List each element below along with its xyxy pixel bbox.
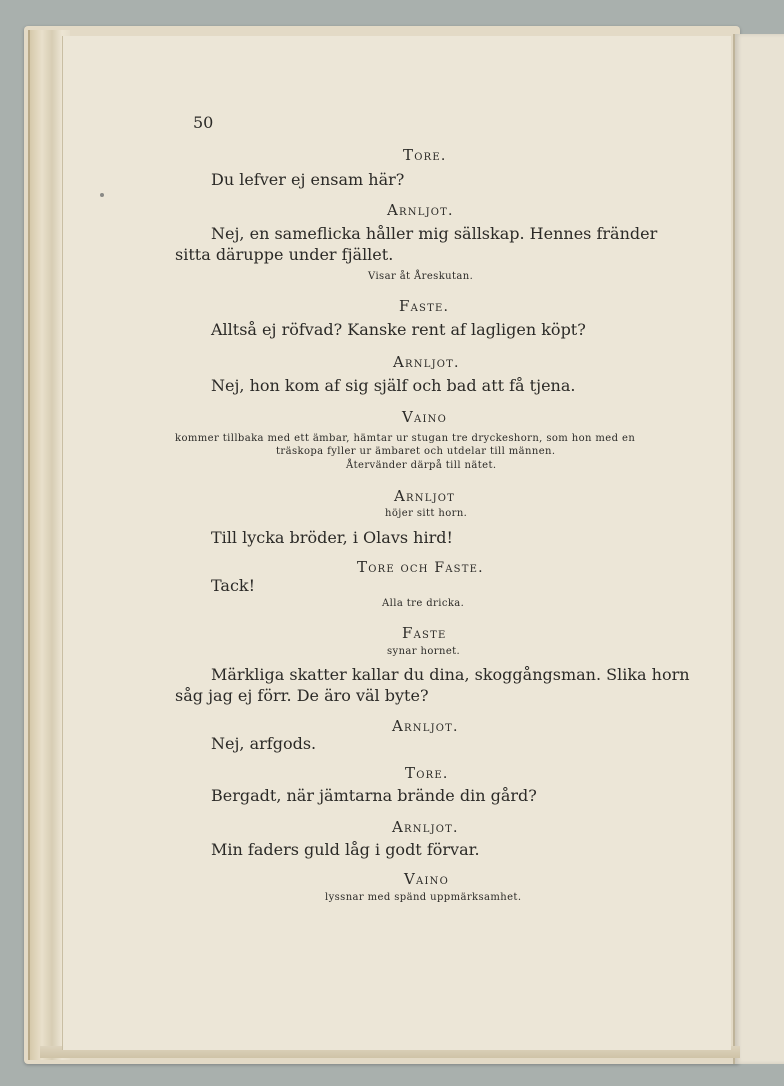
stage-direction: Återvänder därpå till nätet. bbox=[346, 460, 497, 471]
dialogue-line: Nej, hon kom af sig själf och bad att få tjena. bbox=[211, 376, 576, 395]
dialogue-line: såg jag ej förr. De äro väl byte? bbox=[175, 686, 429, 705]
stage-direction: Visar åt Åreskutan. bbox=[368, 271, 474, 282]
speaker-vaino: Vaino bbox=[404, 870, 449, 888]
dialogue-line: Du lefver ej ensam här? bbox=[211, 170, 405, 189]
dialogue-line: Tack! bbox=[211, 576, 256, 595]
dialogue-line: Nej, en sameflicka håller mig sällskap. Hennes fränder bbox=[211, 224, 658, 243]
speaker-arnljot: Arnljot bbox=[394, 487, 456, 505]
speaker-tore-och-faste: Tore och Faste. bbox=[357, 558, 484, 576]
ink-speck bbox=[100, 193, 104, 197]
dialogue-line: Nej, arfgods. bbox=[211, 734, 317, 753]
speaker-faste: Faste bbox=[402, 624, 447, 642]
dialogue-line: Till lycka bröder, i Olavs hird! bbox=[211, 528, 453, 547]
page-number: 50 bbox=[193, 113, 214, 132]
dialogue-line: Märkliga skatter kallar du dina, skoggångsman. Slika horn bbox=[211, 665, 690, 684]
speaker-faste: Faste. bbox=[399, 297, 450, 315]
stage-direction: kommer tillbaka med ett ämbar, hämtar ur stugan tre dryckeshorn, som hon med en bbox=[175, 433, 636, 444]
stage-direction: lyssnar med spänd uppmärksamhet. bbox=[325, 892, 522, 903]
stage-direction: Alla tre dricka. bbox=[382, 598, 465, 609]
dialogue-line: Min faders guld låg i godt förvar. bbox=[211, 840, 480, 859]
speaker-arnljot: Arnljot. bbox=[392, 717, 459, 735]
speaker-vaino: Vaino bbox=[402, 408, 447, 426]
speaker-arnljot: Arnljot. bbox=[393, 353, 460, 371]
stage-direction: höjer sitt horn. bbox=[385, 508, 468, 519]
dialogue-line: sitta däruppe under fjället. bbox=[175, 245, 394, 264]
speaker-arnljot: Arnljot. bbox=[392, 818, 459, 836]
stage-direction: träskopa fyller ur ämbaret och utdelar till männen. bbox=[276, 446, 556, 457]
facing-page-edge bbox=[733, 34, 784, 1064]
speaker-arnljot: Arnljot. bbox=[387, 201, 454, 219]
stage-direction: synar hornet. bbox=[387, 646, 461, 657]
dialogue-line: Bergadt, när jämtarna brände din gård? bbox=[211, 786, 537, 805]
speaker-tore: Tore. bbox=[405, 764, 449, 782]
speaker-tore: Tore. bbox=[403, 146, 447, 164]
dialogue-line: Alltså ej röfvad? Kanske rent af lagligen köpt? bbox=[211, 320, 586, 339]
